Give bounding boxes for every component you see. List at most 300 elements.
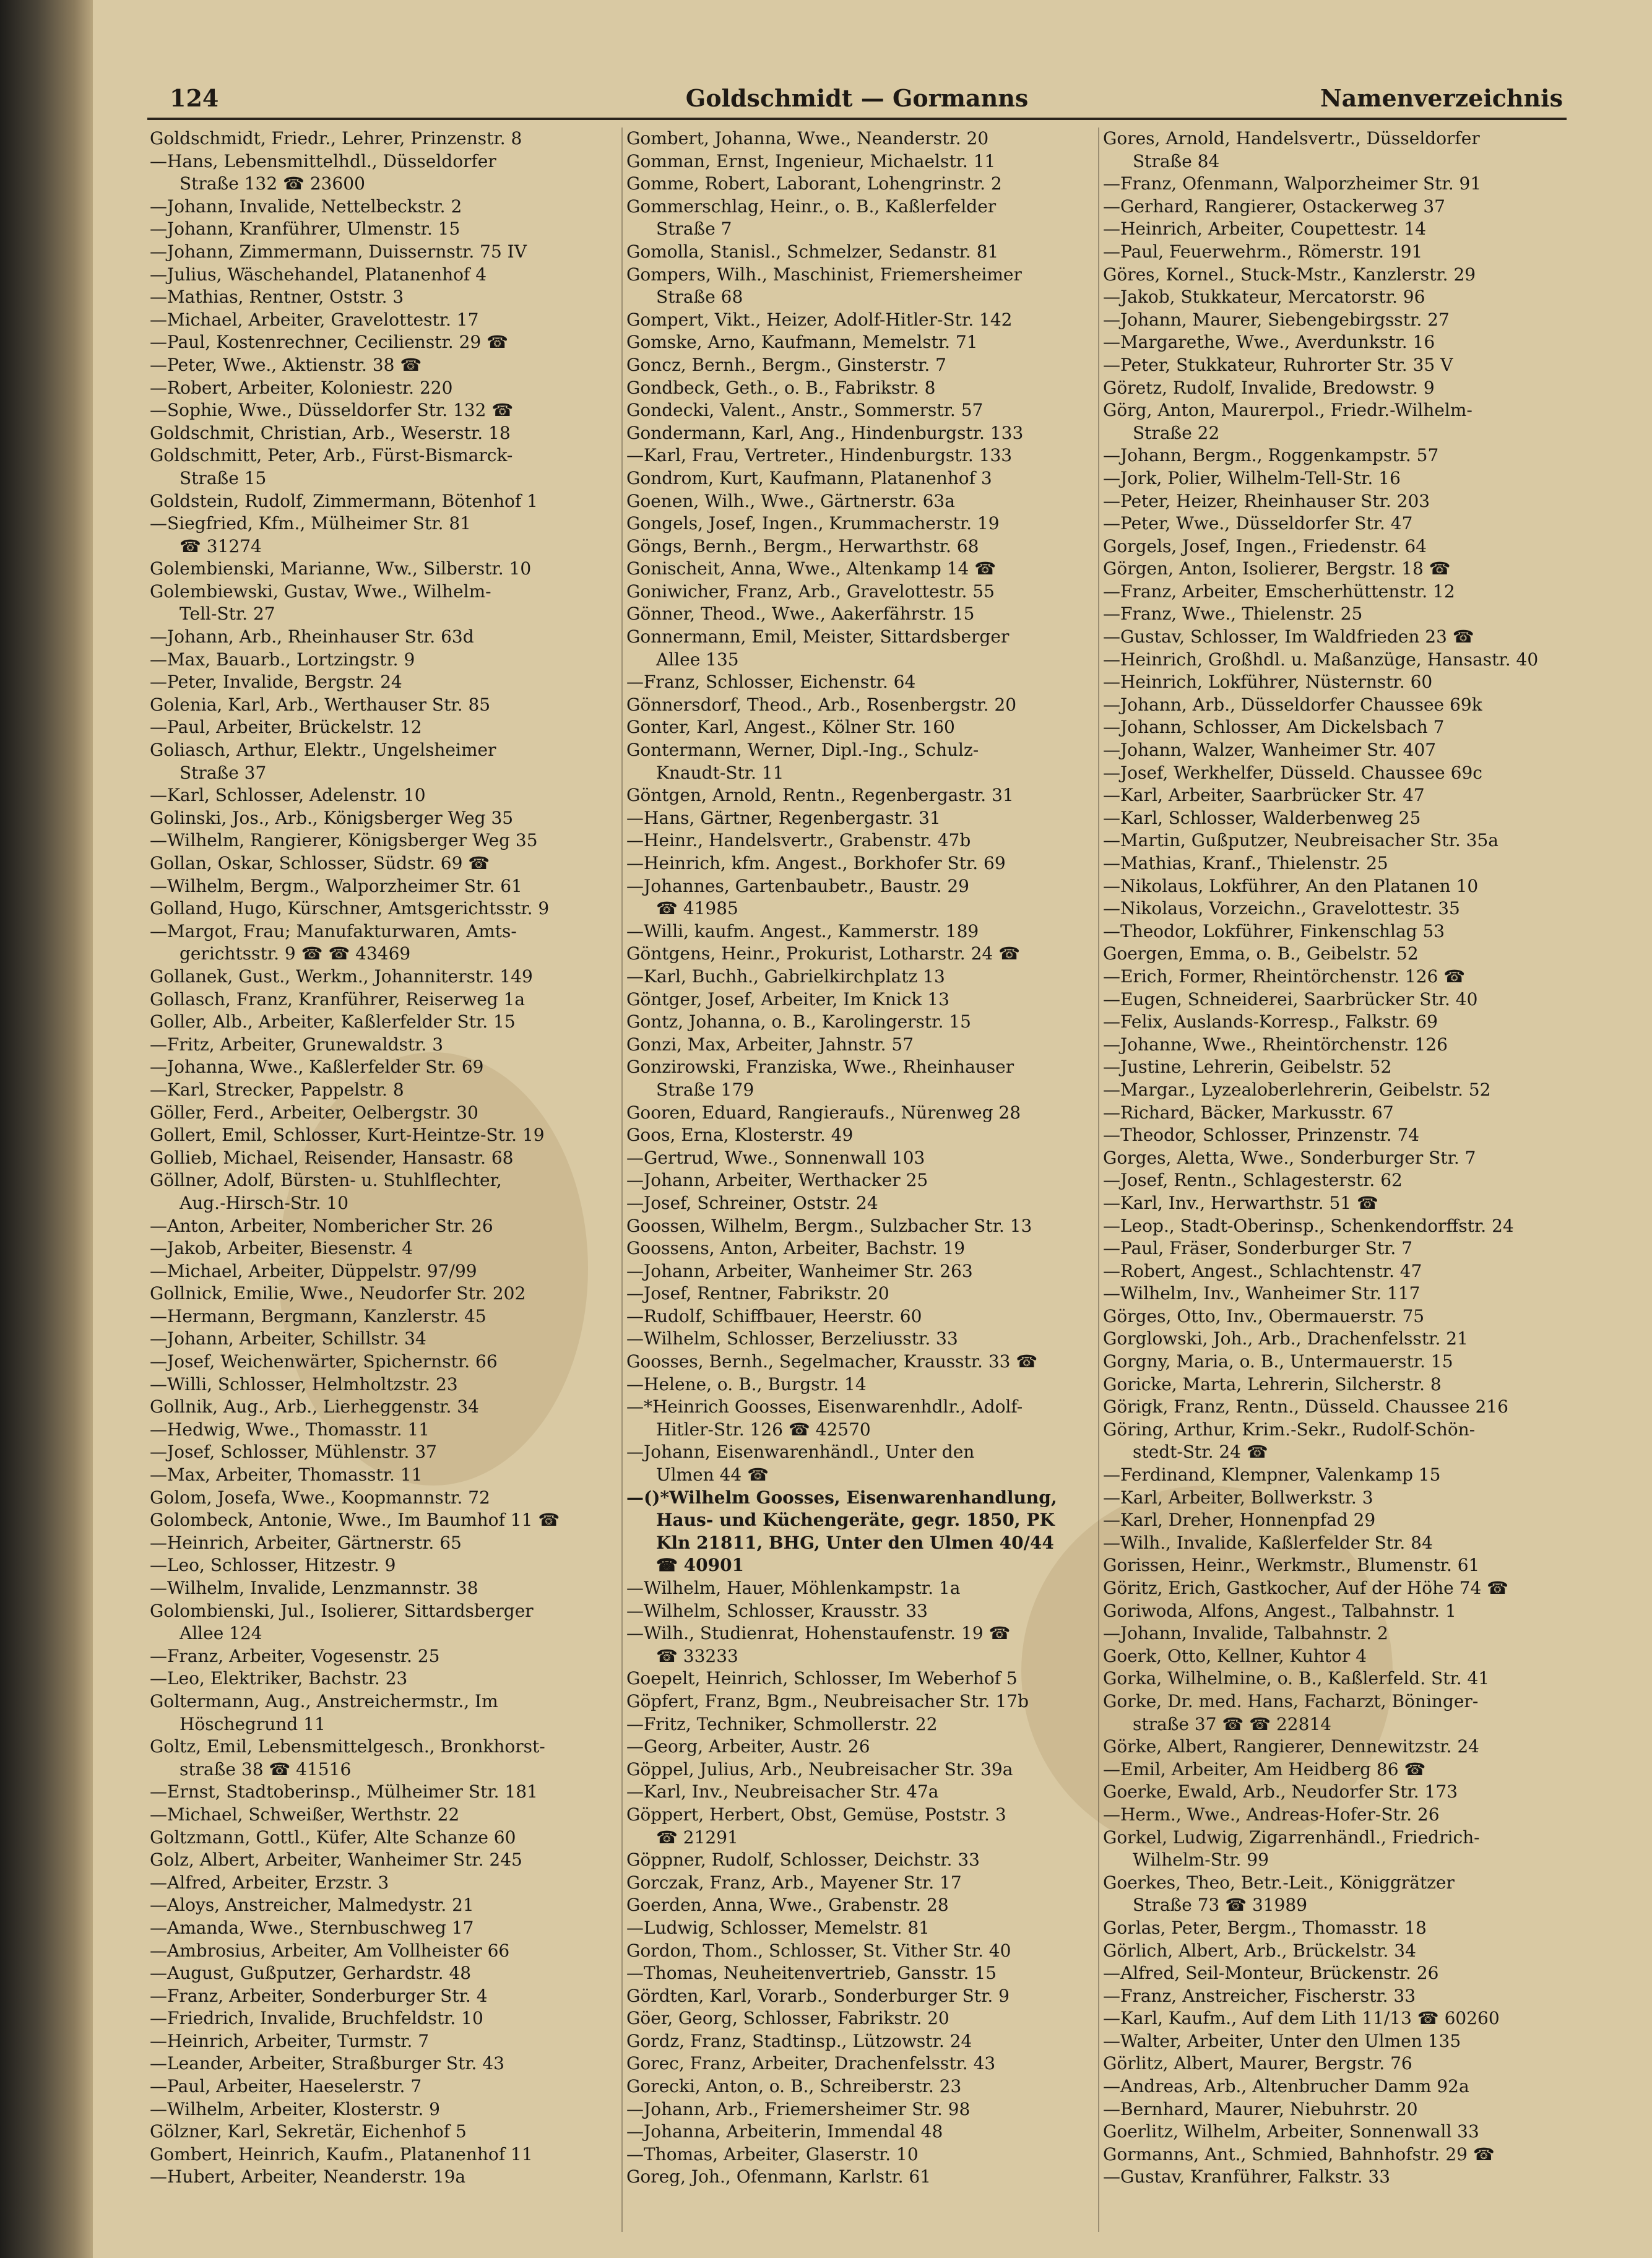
entry-text: Göretz, Rudolf, Invalide, Bredowstr. 9 — [1103, 377, 1435, 398]
directory-entry — [1103, 649, 1573, 672]
directory-entry — [1103, 694, 1573, 717]
directory-entry — [150, 2143, 620, 2166]
entry-text: —Fritz, Arbeiter, Grunewaldstr. 3 — [150, 1034, 444, 1055]
directory-entry — [1103, 128, 1573, 173]
entry-text: —Wilhelm, Rangierer, Königsberger Weg 35 — [150, 830, 538, 851]
entry-text: Görg, Anton, Maurerpol., Friedr.-Wilhelm- — [1103, 400, 1473, 421]
directory-entry — [150, 1351, 620, 1373]
directory-entry — [626, 1034, 1097, 1057]
directory-entry — [626, 309, 1097, 332]
entry-text: —Heinrich, Arbeiter, Coupettestr. 14 — [1103, 218, 1427, 240]
directory-entry — [150, 649, 620, 672]
entry-text: —Johann, Zimmermann, Duissernstr. 75 IV — [150, 241, 527, 262]
directory-entry — [1103, 626, 1573, 649]
entry-text: Gorgels, Josef, Ingen., Friedenstr. 64 — [1103, 535, 1427, 556]
entry-text: Gordon, Thom., Schlosser, St. Vither Str. 40 — [626, 1940, 1011, 1961]
entry-text: Golembienski, Marianne, Ww., Silberstr. 10 — [150, 558, 532, 579]
entry-text: —Fritz, Techniker, Schmollerstr. 22 — [626, 1713, 938, 1734]
directory-entry — [150, 1056, 620, 1079]
entry-text: Gorlas, Peter, Bergm., Thomasstr. 18 — [1103, 1917, 1427, 1938]
entry-text: —Michael, Schweißer, Werthstr. 22 — [150, 1804, 460, 1825]
directory-entry — [1103, 173, 1573, 196]
entry-text: —Peter, Wwe., Düsseldorfer Str. 47 — [1103, 513, 1413, 534]
entry-text: —Herm., Wwe., Andreas-Hofer-Str. 26 — [1103, 1804, 1440, 1825]
directory-entry — [1103, 377, 1573, 400]
directory-entry — [1103, 2098, 1573, 2121]
directory-entry — [1103, 1396, 1573, 1419]
entry-text: —Franz, Wwe., Thielenstr. 25 — [1103, 603, 1363, 625]
entry-text: Goerden, Anna, Wwe., Grabenstr. 28 — [626, 1895, 949, 1916]
entry-continuation: Straße 22 — [1133, 422, 1220, 443]
directory-entry — [1103, 1305, 1573, 1328]
entry-text: —Ambrosius, Arbeiter, Am Vollheister 66 — [150, 1940, 510, 1961]
directory-entry — [150, 829, 620, 852]
entry-text: Goriwoda, Alfons, Angest., Talbahnstr. 1 — [1103, 1600, 1456, 1621]
directory-entry — [1103, 309, 1573, 332]
directory-entry — [626, 1713, 1097, 1736]
entry-text: Görlich, Albert, Arb., Brückelstr. 34 — [1103, 1940, 1416, 1961]
entry-text: Göllner, Adolf, Bürsten- u. Stuhlflechter, — [150, 1170, 502, 1191]
entry-continuation: Straße 179 — [656, 1079, 755, 1100]
entry-continuation: Straße 68 — [656, 287, 743, 308]
directory-entry — [1103, 2053, 1573, 2075]
directory-entry — [150, 1577, 620, 1600]
directory-entry — [626, 1962, 1097, 1985]
directory-entry — [1103, 1351, 1573, 1373]
directory-entry — [150, 2166, 620, 2189]
entry-text: Gördten, Karl, Vorarb., Sonderburger Str. 9 — [626, 1985, 1010, 2006]
directory-entry — [150, 739, 620, 784]
entry-continuation: ☎ 33233 — [656, 1645, 738, 1666]
entry-text: —Johann, Arbeiter, Schillstr. 34 — [150, 1328, 426, 1349]
entry-text: —Mathias, Rentner, Oststr. 3 — [150, 287, 404, 308]
directory-entry — [626, 1373, 1097, 1396]
entry-text: Göres, Kornel., Stuck-Mstr., Kanzlerstr. 29 — [1103, 264, 1476, 285]
directory-entry — [150, 1373, 620, 1396]
entry-text: —Karl, Arbeiter, Bollwerkstr. 3 — [1103, 1487, 1373, 1508]
entry-text: —Leop., Stadt-Oberinsp., Schenkendorffstr. 24 — [1103, 1215, 1514, 1236]
directory-entry — [626, 1011, 1097, 1034]
entry-text: —Jakob, Arbeiter, Biesenstr. 4 — [150, 1238, 413, 1259]
entry-text: —Aloys, Anstreicher, Malmedystr. 21 — [150, 1895, 474, 1916]
directory-entry — [626, 196, 1097, 241]
entry-text: Goossen, Wilhelm, Bergm., Sulzbacher Str. 13 — [626, 1215, 1032, 1236]
entry-text: Gorgny, Maria, o. B., Untermauerstr. 15 — [1103, 1351, 1453, 1372]
directory-entry — [1103, 898, 1573, 920]
entry-text: —Paul, Arbeiter, Haeselerstr. 7 — [150, 2076, 422, 2097]
entry-text: Gompers, Wilh., Maschinist, Friemersheimer — [626, 264, 1022, 285]
directory-entry — [626, 966, 1097, 988]
directory-entry — [1103, 1577, 1573, 1600]
directory-entry — [1103, 1056, 1573, 1079]
directory-entry — [626, 920, 1097, 943]
entry-text: —Hubert, Arbeiter, Neanderstr. 19a — [150, 2166, 466, 2187]
directory-entry — [1103, 264, 1573, 287]
directory-entry — [1103, 1487, 1573, 1510]
directory-entry — [150, 399, 620, 422]
entry-text: Gorges, Aletta, Wwe., Sonderburger Str. 7 — [1103, 1147, 1476, 1168]
entry-text: —Erich, Former, Rheintörchenstr. 126 ☎ — [1103, 966, 1466, 987]
directory-entry — [150, 2075, 620, 2098]
directory-entry — [150, 2007, 620, 2030]
entry-text: —Hermann, Bergmann, Kanzlerstr. 45 — [150, 1305, 487, 1326]
directory-entry — [626, 399, 1097, 422]
entry-text: Golombienski, Jul., Isolierer, Sittardsberger — [150, 1600, 534, 1621]
directory-entry — [626, 1102, 1097, 1125]
directory-entry — [626, 807, 1097, 830]
directory-column-right — [1103, 128, 1573, 2232]
entry-text: —Franz, Arbeiter, Vogesenstr. 25 — [150, 1645, 440, 1666]
entry-text: Gonischeit, Anna, Wwe., Altenkamp 14 ☎ — [626, 558, 997, 579]
entry-text: Göngs, Bernh., Bergm., Herwarthstr. 68 — [626, 535, 979, 556]
entry-text: Gorglowski, Joh., Arb., Drachenfelsstr. 21 — [1103, 1328, 1468, 1349]
directory-entry — [150, 354, 620, 377]
directory-column-left — [150, 128, 620, 2232]
entry-continuation: Aug.-Hirsch-Str. 10 — [179, 1192, 349, 1213]
entry-text: —Margar., Lyzealoberlehrerin, Geibelstr. 52 — [1103, 1079, 1491, 1100]
directory-entry — [626, 852, 1097, 875]
directory-entry — [626, 2007, 1097, 2030]
directory-entry — [1103, 535, 1573, 558]
entry-text: —Wilhelm, Inv., Wanheimer Str. 117 — [1103, 1283, 1421, 1304]
directory-entry — [150, 286, 620, 309]
directory-entry — [1103, 467, 1573, 490]
directory-entry — [1103, 603, 1573, 626]
entry-text: —()*Wilhelm Goosses, Eisenwarenhandlung, — [626, 1487, 1057, 1508]
directory-entry — [150, 1645, 620, 1668]
entry-text: —Johann, Walzer, Wanheimer Str. 407 — [1103, 740, 1437, 761]
directory-entry — [626, 1260, 1097, 1283]
entry-continuation: ☎ 41985 — [656, 898, 738, 919]
entry-text: —Andreas, Arb., Altenbrucher Damm 92a — [1103, 2076, 1469, 2097]
entry-text: —Karl, Schlosser, Adelenstr. 10 — [150, 785, 426, 806]
entry-text: —Franz, Arbeiter, Sonderburger Str. 4 — [150, 1985, 488, 2006]
directory-entry — [150, 1600, 620, 1645]
entry-text: Goerlitz, Wilhelm, Arbeiter, Sonnenwall 33 — [1103, 2121, 1479, 2142]
directory-entry — [150, 1804, 620, 1827]
entry-text: Göntgens, Heinr., Prokurist, Lotharstr. 24 ☎ — [626, 943, 1020, 964]
directory-entry — [1103, 1419, 1573, 1464]
entry-text: Gollan, Oskar, Schlosser, Südstr. 69 ☎ — [150, 853, 490, 873]
directory-entry — [1103, 1736, 1573, 1758]
entry-text: Göppel, Julius, Arb., Neubreisacher Str. 39a — [626, 1758, 1013, 1780]
directory-entry — [626, 739, 1097, 784]
directory-entry — [150, 1079, 620, 1102]
directory-entry — [1103, 1169, 1573, 1192]
directory-entry — [626, 1940, 1097, 1963]
directory-entry — [1103, 1622, 1573, 1645]
entry-text: —Karl, Inv., Herwarthstr. 51 ☎ — [1103, 1192, 1378, 1213]
entry-text: —Willi, Schlosser, Helmholtzstr. 23 — [150, 1373, 458, 1395]
entry-text: —Justine, Lehrerin, Geibelstr. 52 — [1103, 1057, 1392, 1078]
entry-text: Gooren, Eduard, Rangieraufs., Nürenweg 28 — [626, 1102, 1021, 1123]
entry-continuation: Straße 7 — [656, 218, 732, 240]
entry-text: Goergen, Emma, o. B., Geibelstr. 52 — [1103, 943, 1419, 964]
directory-entry — [626, 1283, 1097, 1305]
entry-text: —Hans, Gärtner, Regenbergastr. 31 — [626, 807, 941, 828]
entry-text: —Rudolf, Schiffbauer, Heerstr. 60 — [626, 1305, 922, 1326]
entry-text: —Ernst, Stadtoberinsp., Mülheimer Str. 181 — [150, 1781, 538, 1802]
directory-entry — [150, 513, 620, 558]
directory-entry — [1103, 2121, 1573, 2143]
entry-text: —Theodor, Schlosser, Prinzenstr. 74 — [1103, 1125, 1420, 1146]
directory-entry — [626, 1849, 1097, 1872]
entry-text: Gomman, Ernst, Ingenieur, Michaelstr. 11 — [626, 150, 996, 171]
entry-text: —Josef, Werkhelfer, Düsseld. Chaussee 69c — [1103, 762, 1482, 783]
directory-entry — [1103, 875, 1573, 898]
directory-entry — [150, 920, 620, 966]
directory-entry — [150, 1169, 620, 1214]
entry-text: —Franz, Ofenmann, Walporzheimer Str. 91 — [1103, 173, 1482, 194]
directory-entry — [150, 784, 620, 807]
directory-entry — [1103, 829, 1573, 852]
directory-entry — [150, 1034, 620, 1057]
entry-text: Görke, Albert, Rangierer, Dennewitzstr. 24 — [1103, 1736, 1479, 1757]
directory-entry — [150, 1487, 620, 1510]
directory-entry — [150, 807, 620, 830]
entry-text: —Josef, Rentn., Schlagesterstr. 62 — [1103, 1170, 1403, 1191]
directory-entry — [626, 784, 1097, 807]
entry-text: —Josef, Schreiner, Oststr. 24 — [626, 1192, 878, 1213]
directory-entry — [1103, 852, 1573, 875]
directory-entry — [150, 694, 620, 717]
directory-entry — [150, 1237, 620, 1260]
entry-text: —Emil, Arbeiter, Am Heidberg 86 ☎ — [1103, 1758, 1426, 1780]
entry-text: —Heinrich, Arbeiter, Turmstr. 7 — [150, 2030, 430, 2051]
directory-entry — [1103, 784, 1573, 807]
directory-entry — [626, 444, 1097, 467]
entry-text: —Bernhard, Maurer, Niebuhrstr. 20 — [1103, 2098, 1418, 2119]
entry-text: Gollnick, Emilie, Wwe., Neudorfer Str. 202 — [150, 1283, 526, 1304]
entry-text: Göring, Arthur, Krim.-Sekr., Rudolf-Schön- — [1103, 1419, 1476, 1440]
entry-text: —Karl, Dreher, Honnenpfad 29 — [1103, 1510, 1376, 1531]
directory-entry — [1103, 1192, 1573, 1215]
entry-text: Gönner, Theod., Wwe., Aakerfährstr. 15 — [626, 603, 975, 625]
directory-entry — [150, 988, 620, 1011]
column-divider — [621, 128, 623, 2232]
directory-entry — [1103, 1102, 1573, 1125]
directory-entry — [626, 626, 1097, 671]
directory-entry — [150, 1441, 620, 1464]
directory-entry — [1103, 2075, 1573, 2098]
directory-entry — [626, 2053, 1097, 2075]
entry-text: —Eugen, Schneiderei, Saarbrücker Str. 40 — [1103, 988, 1478, 1010]
entry-text: —Johann, Maurer, Siebengebirgsstr. 27 — [1103, 309, 1450, 330]
entry-text: —Paul, Feuerwehrm., Römerstr. 191 — [1103, 241, 1423, 262]
directory-entry — [150, 2030, 620, 2053]
directory-entry — [150, 1147, 620, 1170]
directory-entry — [626, 1237, 1097, 1260]
entry-text: —Karl, Arbeiter, Saarbrücker Str. 47 — [1103, 785, 1425, 806]
directory-entry — [150, 898, 620, 920]
directory-entry — [626, 173, 1097, 196]
directory-entry — [1103, 2007, 1573, 2030]
entry-text: —Nikolaus, Lokführer, An den Platanen 10 — [1103, 875, 1479, 896]
entry-text: —Heinrich, Lokführer, Nüsternstr. 60 — [1103, 672, 1433, 693]
entry-text: —Alfred, Seil-Monteur, Brückenstr. 26 — [1103, 1963, 1439, 1984]
entry-text: —Josef, Rentner, Fabrikstr. 20 — [626, 1283, 889, 1304]
entry-text: Gonter, Karl, Angest., Kölner Str. 160 — [626, 717, 955, 738]
directory-entry — [626, 1894, 1097, 1917]
directory-entry — [150, 1827, 620, 1849]
directory-entry — [150, 626, 620, 649]
directory-entry — [626, 2166, 1097, 2189]
directory-entry — [1103, 218, 1573, 241]
directory-entry — [1103, 2166, 1573, 2189]
entry-text: Goerk, Otto, Kellner, Kuhtor 4 — [1103, 1645, 1367, 1666]
entry-text: —Karl, Schlosser, Walderbenweg 25 — [1103, 807, 1421, 828]
entry-text: —Nikolaus, Vorzeichn., Gravelottestr. 35 — [1103, 898, 1460, 919]
directory-entry — [626, 1781, 1097, 1804]
directory-entry — [626, 1736, 1097, 1758]
entry-text: —Karl, Buchh., Gabrielkirchplatz 13 — [626, 966, 945, 987]
directory-entry — [1103, 558, 1573, 581]
entry-text: —Wilh., Invalide, Kaßlerfelder Str. 84 — [1103, 1532, 1433, 1553]
directory-entry — [626, 422, 1097, 445]
directory-entry — [1103, 331, 1573, 354]
entry-text: Gondecki, Valent., Anstr., Sommerstr. 57 — [626, 400, 984, 421]
entry-text: Gorec, Franz, Arbeiter, Drachenfelsstr. 43 — [626, 2053, 996, 2074]
page-header — [147, 79, 1567, 120]
entry-text: —Friedrich, Invalide, Bruchfeldstr. 10 — [150, 2008, 483, 2029]
entry-text: —Johann, Invalide, Nettelbeckstr. 2 — [150, 196, 462, 217]
entry-text: —Johanna, Arbeiterin, Immendal 48 — [626, 2121, 943, 2142]
directory-entry — [1103, 1758, 1573, 1781]
directory-entry — [1103, 1827, 1573, 1872]
entry-text: Goltzmann, Gottl., Küfer, Alte Schanze 60 — [150, 1827, 516, 1848]
directory-entry — [1103, 1804, 1573, 1827]
directory-entry — [1103, 1147, 1573, 1170]
directory-entry — [626, 1192, 1097, 1215]
entry-text: —Robert, Arbeiter, Koloniestr. 220 — [150, 377, 453, 398]
entry-text: Görgen, Anton, Isolierer, Bergstr. 18 ☎ — [1103, 558, 1451, 579]
entry-continuation: Haus- und Küchengeräte, gegr. 1850, PK — [656, 1510, 1055, 1531]
entry-text: Göntger, Josef, Arbeiter, Im Knick 13 — [626, 988, 949, 1010]
entry-text: Goepelt, Heinrich, Schlosser, Im Weberhof 5 — [626, 1668, 1018, 1689]
directory-entry — [1103, 1464, 1573, 1487]
entry-text: Goreg, Joh., Ofenmann, Karlstr. 61 — [626, 2166, 932, 2187]
entry-text: —Georg, Arbeiter, Austr. 26 — [626, 1736, 870, 1757]
entry-text: —Willi, kaufm. Angest., Kammerstr. 189 — [626, 920, 979, 941]
entry-text: Goldstein, Rudolf, Zimmermann, Bötenhof 1 — [150, 490, 538, 511]
directory-entry — [1103, 1690, 1573, 1736]
directory-entry — [1103, 671, 1573, 694]
entry-text: —Wilhelm, Arbeiter, Klosterstr. 9 — [150, 2098, 440, 2119]
entry-text: Gorecki, Anton, o. B., Schreiberstr. 23 — [626, 2076, 962, 2097]
entry-continuation: Straße 37 — [179, 762, 267, 783]
directory-entry — [626, 1487, 1097, 1577]
directory-entry — [1103, 807, 1573, 830]
directory-entry — [626, 1328, 1097, 1351]
directory-entry — [150, 2121, 620, 2143]
entry-text: Gontz, Johanna, o. B., Karolingerstr. 15 — [626, 1011, 971, 1032]
entry-text: Goltermann, Aug., Anstreichermstr., Im — [150, 1690, 498, 1711]
entry-text: —Michael, Arbeiter, Gravelottestr. 17 — [150, 309, 479, 330]
entry-continuation: Straße 84 — [1133, 150, 1220, 171]
directory-entry — [150, 1962, 620, 1985]
directory-column-middle — [626, 128, 1097, 2232]
directory-entry — [1103, 399, 1573, 444]
entry-text: —Richard, Bäcker, Markusstr. 67 — [1103, 1102, 1394, 1123]
entry-text: —Josef, Weichenwärter, Spichernstr. 66 — [150, 1351, 498, 1372]
directory-entry — [150, 309, 620, 332]
entry-text: —Max, Bauarb., Lortzingstr. 9 — [150, 649, 415, 670]
entry-text: Goldschmidt, Friedr., Lehrer, Prinzenstr. 8 — [150, 128, 522, 149]
directory-entry — [626, 1872, 1097, 1895]
directory-entry — [626, 2030, 1097, 2053]
entry-text: —Karl, Inv., Neubreisacher Str. 47a — [626, 1781, 939, 1802]
entry-text: Gollnik, Aug., Arb., Lierheggenstr. 34 — [150, 1396, 479, 1417]
entry-text: —Peter, Heizer, Rheinhauser Str. 203 — [1103, 490, 1430, 511]
directory-entry — [1103, 1215, 1573, 1238]
directory-entry — [626, 241, 1097, 264]
directory-entry — [150, 377, 620, 400]
entry-text: —Margarethe, Wwe., Averdunkstr. 16 — [1103, 332, 1435, 353]
directory-entry — [150, 218, 620, 241]
entry-continuation: Straße 15 — [179, 467, 267, 488]
entry-text: Goltz, Emil, Lebensmittelgesch., Bronkhorst- — [150, 1736, 545, 1757]
entry-text: —Johann, Invalide, Talbahnstr. 2 — [1103, 1623, 1388, 1644]
entry-text: Görlitz, Albert, Maurer, Bergstr. 76 — [1103, 2053, 1412, 2074]
directory-entry — [1103, 1645, 1573, 1668]
directory-entry — [626, 1147, 1097, 1170]
directory-entry — [150, 2098, 620, 2121]
entry-continuation: straße 37 ☎ ☎ 22814 — [1133, 1713, 1332, 1734]
directory-entry — [1103, 1962, 1573, 1985]
directory-entry — [626, 1056, 1097, 1101]
entry-text: Gollert, Emil, Schlosser, Kurt-Heintze-Str. 19 — [150, 1125, 545, 1146]
directory-entry — [626, 1668, 1097, 1690]
column-divider — [1098, 128, 1099, 2232]
directory-entry — [626, 2098, 1097, 2121]
entry-text: —Julius, Wäschehandel, Platanenhof 4 — [150, 264, 487, 285]
entry-text: —Franz, Arbeiter, Emscherhüttenstr. 12 — [1103, 581, 1455, 602]
entry-continuation: gerichtsstr. 9 ☎ ☎ 43469 — [179, 943, 411, 964]
directory-entry — [150, 150, 620, 196]
directory-entry — [626, 1351, 1097, 1373]
directory-entry — [626, 331, 1097, 354]
entry-text: Goldschmitt, Peter, Arb., Fürst-Bismarck- — [150, 445, 513, 466]
entry-continuation: Höschegrund 11 — [179, 1713, 326, 1734]
entry-text: —Wilh., Studienrat, Hohenstaufenstr. 19 ☎ — [626, 1623, 1011, 1644]
entry-text: —Heinr., Handelsvertr., Grabenstr. 47b — [626, 830, 971, 851]
entry-text: —Jakob, Stukkateur, Mercatorstr. 96 — [1103, 287, 1425, 308]
directory-entry — [1103, 762, 1573, 785]
entry-text: —Robert, Angest., Schlachtenstr. 47 — [1103, 1260, 1422, 1281]
entry-text: Goerke, Ewald, Arb., Neudorfer Str. 173 — [1103, 1781, 1458, 1802]
page-number: 124 — [170, 84, 219, 112]
entry-text: —Franz, Schlosser, Eichenstr. 64 — [626, 672, 916, 693]
entry-continuation: Straße 73 ☎ 31989 — [1133, 1895, 1308, 1916]
directory-entry — [150, 1668, 620, 1690]
entry-text: —Siegfried, Kfm., Mülheimer Str. 81 — [150, 513, 471, 534]
entry-text: —Thomas, Neuheitenvertrieb, Gansstr. 15 — [626, 1963, 997, 1984]
directory-entry — [150, 1509, 620, 1532]
directory-entry — [1103, 2030, 1573, 2053]
directory-entry — [1103, 1328, 1573, 1351]
directory-entry — [626, 1441, 1097, 1486]
directory-entry — [626, 377, 1097, 400]
entry-text: —Paul, Fräser, Sonderburger Str. 7 — [1103, 1238, 1413, 1259]
entry-text: Gölzner, Karl, Sekretär, Eichenhof 5 — [150, 2121, 467, 2142]
entry-text: —Ludwig, Schlosser, Memelstr. 81 — [626, 1917, 930, 1938]
entry-text: —Johann, Schlosser, Am Dickelsbach 7 — [1103, 717, 1445, 738]
entry-text: Gorkel, Ludwig, Zigarrenhändl., Friedrich- — [1103, 1827, 1480, 1848]
directory-entry — [150, 716, 620, 739]
directory-entry — [626, 829, 1097, 852]
entry-text: Gordz, Franz, Stadtinsp., Lützowstr. 24 — [626, 2030, 972, 2051]
entry-text: Göpfert, Franz, Bgm., Neubreisacher Str. 17b — [626, 1690, 1029, 1711]
